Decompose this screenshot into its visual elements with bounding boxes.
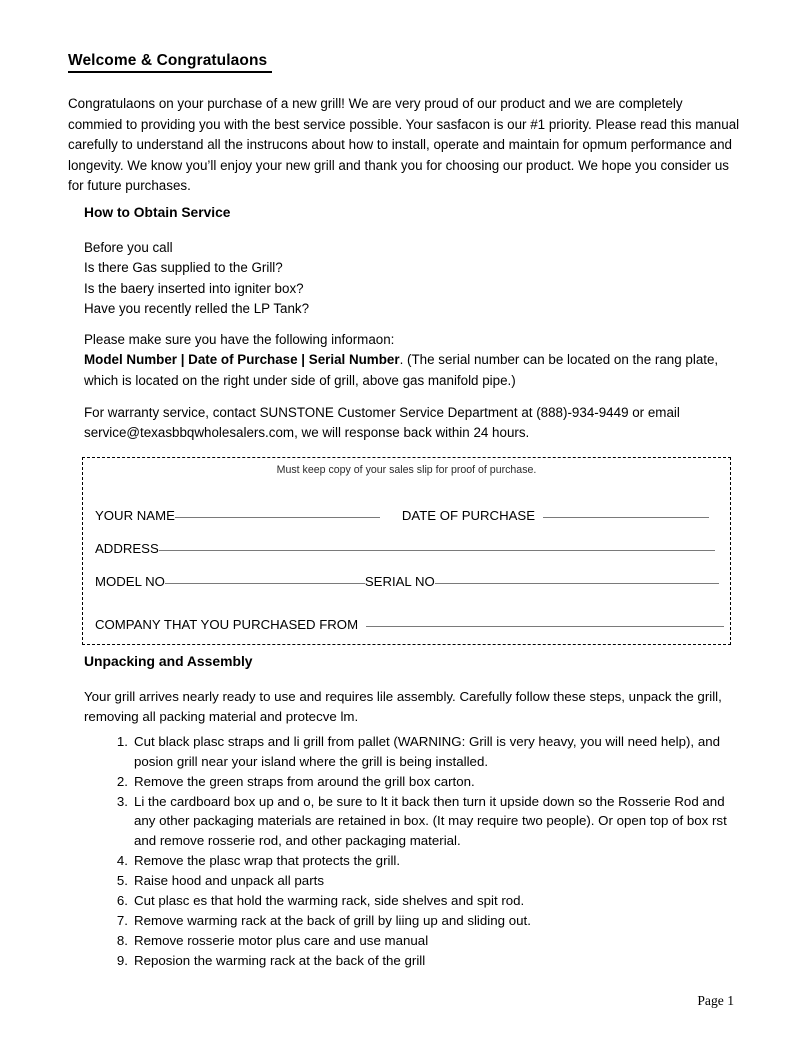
warranty-contact-paragraph: For warranty service, contact SUNSTONE Customer Service Department at (888)-934-9449 or email service@texasbbqwholesalers.com, we will response back within 24 hours.	[84, 405, 680, 441]
info-bold-fields: Model Number | Date of Purchase | Serial Number	[84, 352, 400, 368]
label-your-name: YOUR NAME	[95, 508, 175, 523]
sales-slip-note: Must keep copy of your sales slip for proof of purchase.	[276, 464, 537, 476]
list-item	[108, 911, 738, 931]
list-item	[108, 891, 738, 911]
section-heading-how-to-obtain-service: How to Obtain Service	[84, 205, 231, 220]
list-item	[108, 772, 738, 792]
unpacking-intro-paragraph: Your grill arrives nearly ready to use and requires lile assembly. Carefully follow these steps, unpack the grill, removing all packing material and protecve lm.	[84, 689, 722, 724]
step-text: Raise hood and unpack all parts	[134, 872, 324, 888]
service-checklist-block	[84, 238, 744, 319]
service-check-lp-tank: Have you recently relled the LP Tank?	[84, 300, 310, 316]
field-address[interactable]	[159, 541, 715, 551]
step-text: Reposion the warming rack at the back of the grill	[134, 952, 426, 968]
label-serial-no: SERIAL NO	[364, 574, 435, 589]
page-number-footer: Page 1	[697, 993, 734, 1008]
label-company-purchased-from: COMPANY THAT YOU PURCHASED FROM	[95, 617, 359, 632]
list-item	[108, 931, 738, 951]
field-your-name[interactable]	[175, 508, 380, 518]
section-heading-unpacking-and-assembly: Unpacking and Assembly	[84, 653, 253, 669]
step-text: Li the cardboard box up and o, be sure to lt it back then turn it upside down so the Rosserie Rod and any other packaging materials are retained in box. (It may require two people). Or open top of box rst and remove rosserie rod, and other packaging material.	[134, 793, 727, 848]
step-number: 5.	[116, 872, 128, 888]
list-item	[108, 871, 738, 891]
label-address: ADDRESS	[95, 541, 159, 556]
field-model-no[interactable]	[165, 574, 365, 584]
step-text: Cut plasc es that hold the warming rack, side shelves and spit rod.	[134, 892, 525, 908]
info-intro-line: Please make sure you have the following informaon:	[84, 332, 395, 347]
list-item	[108, 732, 738, 771]
step-text: Remove the plasc wrap that protects the grill.	[134, 852, 401, 868]
form-row-name	[95, 508, 709, 523]
field-serial-no[interactable]	[435, 574, 719, 584]
field-date-of-purchase[interactable]	[543, 508, 709, 518]
intro-paragraph: Congratulaons on your purchase of a new grill! We are very proud of our product and we are completely commied to providing you with the best service possible. Your sasfacon is our #1 priority. Please read this manual carefully to understand all the instrucons about how to install, operate and maintain for opmum performance and longevity. We know you’ll enjoy your new grill and thank you for choosing our product. We hope you consider us for future purchases.	[68, 96, 740, 194]
step-text: Cut black plasc straps and li grill from pallet (WARNING: Grill is very heavy, you will need help), and posion grill near your island where the grill is being installed.	[134, 734, 721, 769]
list-item	[108, 792, 738, 851]
label-model-no: MODEL NO	[95, 574, 165, 589]
list-item	[108, 951, 738, 971]
step-number: 9.	[116, 952, 128, 968]
proof-of-purchase-form-box	[82, 457, 731, 645]
step-number: 8.	[116, 932, 128, 948]
label-date-of-purchase: DATE OF PURCHASE	[401, 508, 535, 523]
step-number: 2.	[116, 773, 128, 789]
step-text: Remove the green straps from around the grill box carton.	[134, 773, 475, 789]
form-row-model-serial	[95, 574, 719, 589]
step-number: 7.	[116, 912, 128, 928]
field-company[interactable]	[366, 617, 724, 627]
unpacking-steps-list	[108, 732, 738, 971]
list-item	[108, 851, 738, 871]
service-check-gas: Is there Gas supplied to the Grill?	[84, 260, 283, 276]
service-check-battery: Is the baery inserted into igniter box?	[84, 280, 304, 296]
before-you-call-line: Before you call	[84, 240, 173, 255]
form-row-address	[95, 541, 715, 556]
step-number: 3.	[116, 793, 128, 809]
step-text: Remove rosserie motor plus care and use manual	[134, 932, 429, 948]
info-detail-line	[84, 350, 732, 391]
step-number: 6.	[116, 892, 128, 908]
step-text: Remove warming rack at the back of grill by liing up and sliding out.	[134, 912, 531, 928]
form-row-company	[95, 617, 724, 632]
page-title: Welcome & Congratulaons	[68, 52, 272, 73]
info-rest-text: . (The serial number can be located on the rang plate, which is located on the right under side of grill, above gas manifold pipe.)	[84, 352, 719, 388]
step-number: 1.	[116, 734, 128, 749]
required-information-block	[84, 330, 732, 391]
step-number: 4.	[116, 852, 128, 868]
